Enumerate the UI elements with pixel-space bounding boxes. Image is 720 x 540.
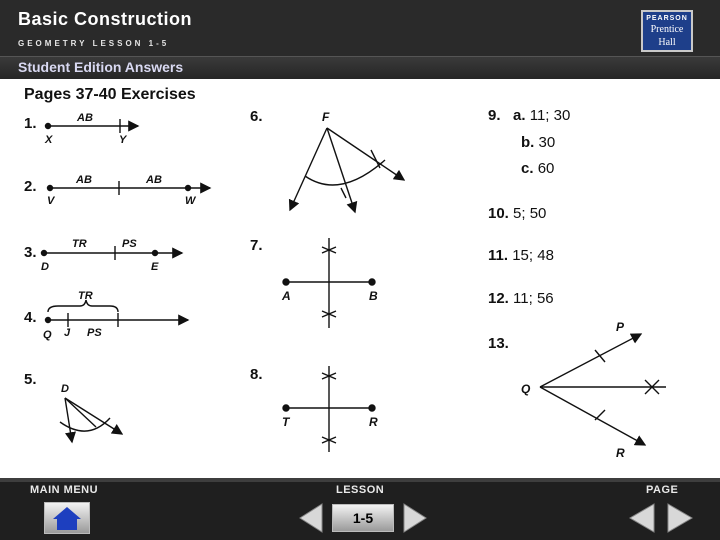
- section-title: Student Edition Answers: [18, 59, 184, 75]
- ex6-number: 6.: [250, 108, 263, 125]
- page-label: PAGE: [646, 484, 679, 496]
- ex3-number: 3.: [24, 244, 37, 261]
- ex5-number: 5.: [24, 371, 37, 388]
- ex4-seg-label: PS: [87, 327, 102, 339]
- ex5-figure: [60, 383, 122, 442]
- ex13-number: 13.: [488, 335, 509, 352]
- ex1-point-x: X: [45, 134, 53, 146]
- ex1-point-y: Y: [119, 134, 127, 146]
- ex8-point-r: R: [369, 415, 378, 429]
- ex8-point-t: T: [282, 415, 290, 429]
- ex2-point-w: W: [185, 195, 196, 207]
- main-menu-label: MAIN MENU: [30, 484, 99, 496]
- page-title: Basic Construction: [18, 9, 193, 29]
- ex7-point-a: A: [282, 289, 291, 303]
- ex13-figure: [521, 320, 666, 460]
- ex10-answer: 10. 5; 50: [488, 205, 547, 222]
- prev-lesson-icon[interactable]: [298, 502, 324, 534]
- ex13-point-p: P: [616, 320, 625, 334]
- prev-page-icon[interactable]: [628, 502, 656, 534]
- ex2-seg1-label: AB: [76, 174, 92, 186]
- ex13-point-r: R: [616, 446, 625, 460]
- lesson-subtitle: GEOMETRY LESSON 1-5: [18, 39, 170, 48]
- ex4-figure: [43, 290, 188, 341]
- ex1-number: 1.: [24, 115, 37, 132]
- publisher-logo: PEARSON Prentice Hall: [641, 10, 693, 52]
- lesson-number-button[interactable]: 1-5: [332, 504, 394, 532]
- ex12-answer: 12. 11; 56: [488, 290, 554, 307]
- ex11-answer: 11. 15; 48: [488, 247, 554, 264]
- ex4-point-j: J: [64, 327, 71, 339]
- ex5-vertex-d: D: [61, 383, 69, 395]
- ex4-point-q: Q: [43, 329, 52, 341]
- ex8-number: 8.: [250, 366, 263, 383]
- ex4-brace-label: TR: [78, 290, 93, 302]
- home-icon: [45, 503, 89, 533]
- ex2-point-v: V: [47, 195, 55, 207]
- ex7-figure: [281, 238, 378, 328]
- ex4-number: 4.: [24, 309, 37, 326]
- ex6-vertex-f: F: [322, 110, 330, 124]
- ex1-figure: [44, 112, 138, 146]
- ex8-figure: [282, 366, 378, 452]
- ex13-point-q: Q: [521, 382, 531, 396]
- ex3-figure: [41, 238, 182, 273]
- ex3-seg2-label: PS: [122, 238, 137, 250]
- ex6-figure: [290, 110, 404, 212]
- ex2-number: 2.: [24, 178, 37, 195]
- ex3-point-d: D: [41, 261, 49, 273]
- next-lesson-icon[interactable]: [402, 502, 428, 534]
- exercises-heading: Pages 37-40 Exercises: [24, 86, 196, 103]
- lesson-label: LESSON: [336, 484, 385, 496]
- ex2-seg2-label: AB: [146, 174, 162, 186]
- ex2-figure: [47, 174, 210, 207]
- ex1-seg-label: AB: [77, 112, 93, 124]
- ex9b-answer: b. 30: [521, 134, 556, 151]
- next-page-icon[interactable]: [666, 502, 694, 534]
- main-menu-button[interactable]: [44, 502, 90, 534]
- ex7-point-b: B: [369, 289, 378, 303]
- ex3-point-e: E: [151, 261, 159, 273]
- ex9-answer: 9. a. 11; 30: [488, 107, 571, 124]
- ex3-seg1-label: TR: [72, 238, 87, 250]
- ex7-number: 7.: [250, 237, 263, 254]
- ex9c-answer: c. 60: [521, 160, 555, 177]
